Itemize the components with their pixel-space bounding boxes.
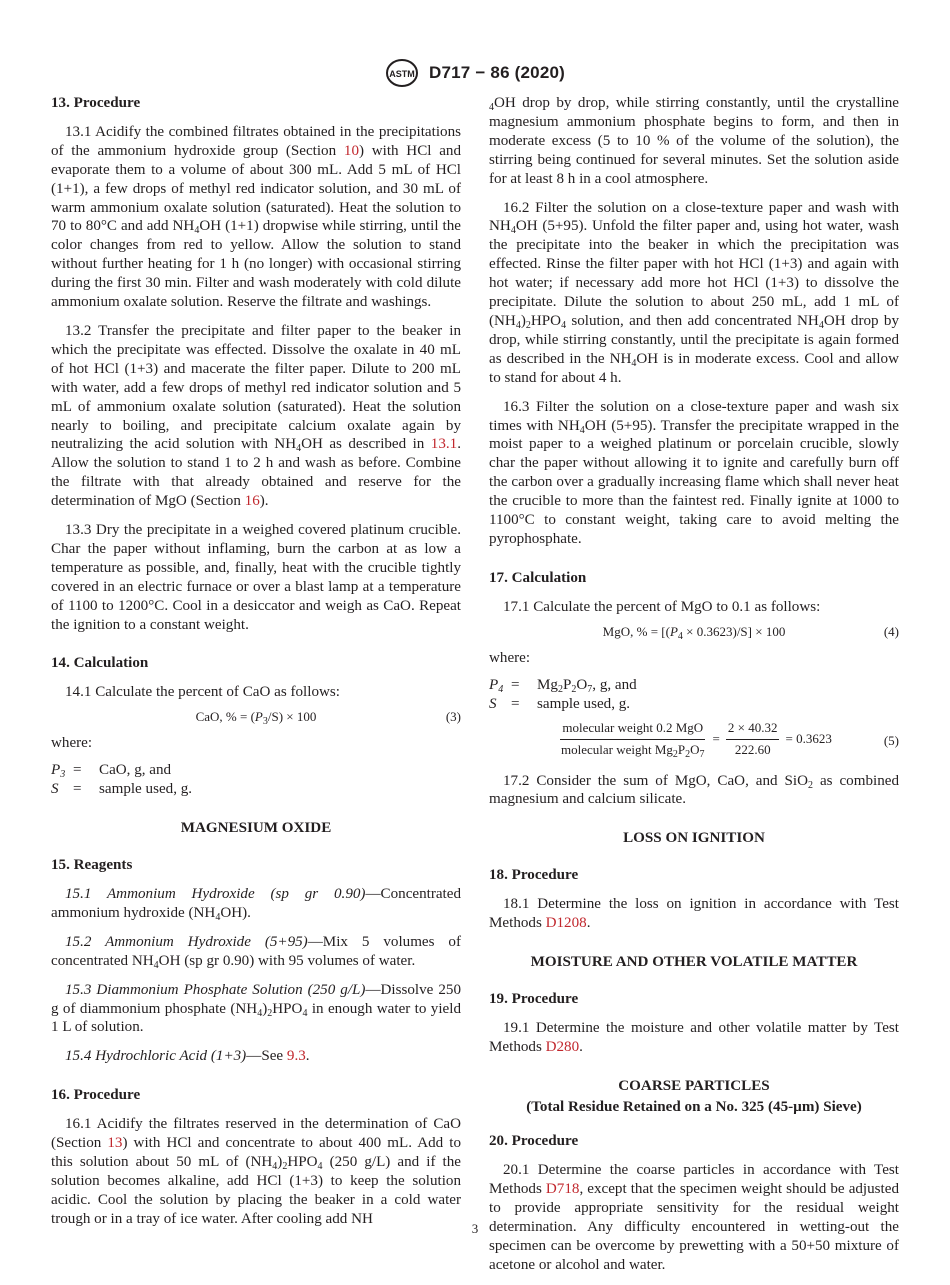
- link-13-1[interactable]: 13.1: [430, 436, 458, 453]
- where-label: where:: [489, 649, 531, 666]
- moisture-heading: MOISTURE AND OTHER VOLATILE MATTER: [530, 954, 858, 970]
- section-15-title: 15. Reagents: [51, 857, 133, 874]
- paragraph-17-1: 17.1 Calculate the percent of MgO to 0.1 as follows:: [503, 598, 821, 615]
- paragraph-15-2: 15.2 Ammonium Hydroxide (5+95)—Mix 5 volumes of concentrated $NH_4OH$ (sp gr 0.90) with 95 volumes of water.: [51, 933, 461, 971]
- page-header: [0, 58, 950, 88]
- paragraph-17-2: 17.2 Consider the sum of MgO, CaO, and SiO$_2$ as combined magnesium and calcium silicate.: [489, 772, 899, 808]
- astm-logo-icon: [385, 58, 419, 88]
- paragraph-13-3: 13.3 Dry the precipitate in a weighed covered platinum crucible. Char the paper without inflaming, burn the carbon at as low a temperature as possible, and, finally, heat with the crucible tightly covered in an electric furnace or over a blast lamp at a temperature of 1100 to 1200°C. Cool in a desiccator and weigh as CaO. Repeat the ignition to a constant weight.: [51, 522, 461, 633]
- paragraph-16-3: 16.3 Filter the solution on a close-texture paper and wash six times with $NH_4OH$ (5+95). Transfer the precipitate wrapped in the moist paper to a weighed platinum or porcelain crucible, slowly char the paper without allowing it to ignite and carefully burn off the carbon over a gradually increasing flame which shall never heat the crucible to more than the faintest red. Finally ignite at 1000 to 1100°C to constant weight, taking care to avoid melting the pyrophosphate.: [489, 398, 899, 547]
- equation-3: CaO, % = $(P_3/S) \times 100$ (3): [195, 709, 461, 728]
- link-section-13[interactable]: 13: [107, 1135, 123, 1152]
- paragraph-16-1-start: 16.1 Acidify the filtrates reserved in the determination of CaO (Section 13) with HCl and concentrate to about 400 mL. Add to this solution about 50 mL of $(NH_4)_2HPO_4$ (250 g/L) and if the solution becomes alkaline, add HCl (1+3) to keep the solution acidic. Cool the solution by placing the beaker in a cold water trough or in a tray of ice water. After cooling add NH: [51, 1116, 462, 1227]
- link-section-10[interactable]: 10: [343, 142, 359, 159]
- paragraph-14-1: 14.1 Calculate the percent of CaO as follows:: [65, 684, 340, 701]
- link-9-3[interactable]: 9.3: [286, 1048, 306, 1065]
- section-14-title: 14. Calculation: [51, 655, 149, 672]
- paragraph-15-4: 15.4 Hydrochloric Acid (1+3)—See 9.3.: [65, 1048, 310, 1065]
- section-16-title: 16. Procedure: [51, 1087, 141, 1104]
- section-20-title: 20. Procedure: [489, 1133, 579, 1150]
- molecular-weight-fraction: $\frac{\text{molecular weight 0.2 MgO}}{molecular weight Mg_2P_2O_7}$: [561, 720, 705, 761]
- equation-4: MgO, % = $[(P_4 \times 0.3623)/S] \times 100$ (4): [602, 623, 899, 642]
- document-id: D717 − 86 (2020): [429, 63, 565, 82]
- section-19-title: 19. Procedure: [489, 990, 579, 1007]
- paragraph-13-2: 13.2 Transfer the precipitate and filter paper to the beaker in which the precipitate was effected. Dissolve the oxalate in 40 mL of hot HCl (1+3) and macerate the filter paper. Dilute to 200 mL with water, add a few drops of methyl red indicator solution and 5 mL of ammonium oxalate solution (saturated). Heat the solution nearly to boiling, and precipitate calcium oxalate again by neutralizing the acid solution with $NH_4OH$ as described in 13.1. Allow the solution to stand 1 to 2 h and wash as before. Combine the filtrate with that already obtained and reserve for the determination of MgO (Section 16).: [51, 322, 461, 510]
- coarse-particles-subheading: (Total Residue Retained on a No. 325 (45-µm) Sieve): [526, 1098, 862, 1115]
- link-section-16[interactable]: 16: [244, 493, 260, 510]
- link-d718[interactable]: D718: [545, 1181, 580, 1198]
- paragraph-20-1: 20.1 Determine the coarse particles in accordance with Test Methods D718, except that the specimen weight should be adjusted to provide appropriate sensitivity for the residual weight determination. Any difficulty encountered in wetting-out the specimen can be overcome by prewetting with a 50+50 mixture of acetone or alcohol and water.: [489, 1162, 899, 1273]
- svg-text:ASTM: ASTM: [389, 69, 415, 79]
- definitions-list: $P_3$ = CaO, g, and S = sample used, g.: [51, 762, 193, 798]
- paragraph-15-1: 15.1 Ammonium Hydroxide (sp gr 0.90)—Concentrated ammonium hydroxide $(NH_4OH)$.: [51, 886, 461, 923]
- equation-number: (4): [883, 623, 899, 639]
- section-17-title: 17. Calculation: [489, 569, 587, 586]
- link-d1208[interactable]: D1208: [545, 915, 587, 932]
- paragraph-18-1: 18.1 Determine the loss on ignition in accordance with Test Methods D1208.: [489, 896, 899, 932]
- left-column: [51, 94, 461, 1239]
- loss-on-ignition-heading: LOSS ON IGNITION: [623, 830, 765, 847]
- equation-number: (3): [445, 709, 461, 725]
- coarse-particles-heading: COARSE PARTICLES: [618, 1077, 770, 1094]
- link-d280[interactable]: D280: [545, 1038, 580, 1055]
- equation-5: $\frac{\text{molecular weight 0.2 MgO}}{molecular weight Mg_2P_2O_7}$ = $\frac{2 \times 40.32}{222.60}$ = 0.3623 (5): [561, 720, 899, 761]
- page-number: 3: [471, 1221, 479, 1236]
- numeric-fraction: $\frac{2 \times 40.32}{222.60}$: [727, 720, 778, 758]
- paragraph-19-1: 19.1 Determine the moisture and other volatile matter by Test Methods D280.: [489, 1019, 899, 1055]
- paragraph-15-3: 15.3 Diammonium Phosphate Solution (250 g/L)—Dissolve 250 g of diammonium phosphate $(NH_4)_2HPO_4$ in enough water to yield 1 L of solution.: [51, 981, 461, 1036]
- paragraph-16-1-continued: $_4$OH drop by drop, while stirring constantly, until the crystalline magnesium ammonium phosphate begins to form, and then in moderate excess (5 to 10 % of the volume of the solution), the stirring being continued for several minutes. Set the solution aside for at least 8 h in a cool atmosphere.: [489, 95, 899, 187]
- where-label: where:: [51, 735, 93, 752]
- right-column: [489, 94, 899, 1285]
- magnesium-oxide-heading: MAGNESIUM OXIDE: [180, 820, 332, 837]
- paragraph-13-1: 13.1 Acidify the combined filtrates obtained in the precipitations of the ammonium hydroxide group (Section 10) with HCl and evaporate them to a volume of about 300 mL. Add 5 mL of HCl (1+1), a few drops of methyl red indicator solution, and 30 mL of warm ammonium oxalate solution (saturated). Heat the solution to 70 to 80°C and add $NH_4OH$ (1+1) dropwise while stirring, until the color changes from red to yellow. Allow the solution to stand without further heating for 1 h (no longer) with occasional stirring during the first 30 min. Filter and wash moderately with cold dilute ammonium oxalate solution. Reserve the filtrate and washings.: [51, 123, 461, 311]
- equation-number: (5): [883, 732, 899, 748]
- section-13-title: 13. Procedure: [51, 95, 141, 111]
- definitions-list: $P_4$ = $Mg_2P_2O_7$, g, and S = sample used, g.: [489, 676, 637, 712]
- section-18-title: 18. Procedure: [489, 867, 579, 884]
- paragraph-16-2: 16.2 Filter the solution on a close-texture paper and wash with $NH_4OH$ (5+95). Unfold the filter paper and, using hot water, wash the precipitate into the beaker in which the precipitation was effected. Rinse the filter paper with hot HCl (1+3) and again with hot water; if necessary add more hot HCl (1+3) to dissolve the precipitate. Dilute the solution to about 250 mL, add 1 mL of $(NH_4)_2HPO_4$ solution, and then add concentrated $NH_4OH$ drop by drop, while stirring constantly, until the precipitate is again formed as described in the $NH_4OH$ is in moderate excess. Cool and allow to stand for about 4 h.: [489, 199, 899, 386]
